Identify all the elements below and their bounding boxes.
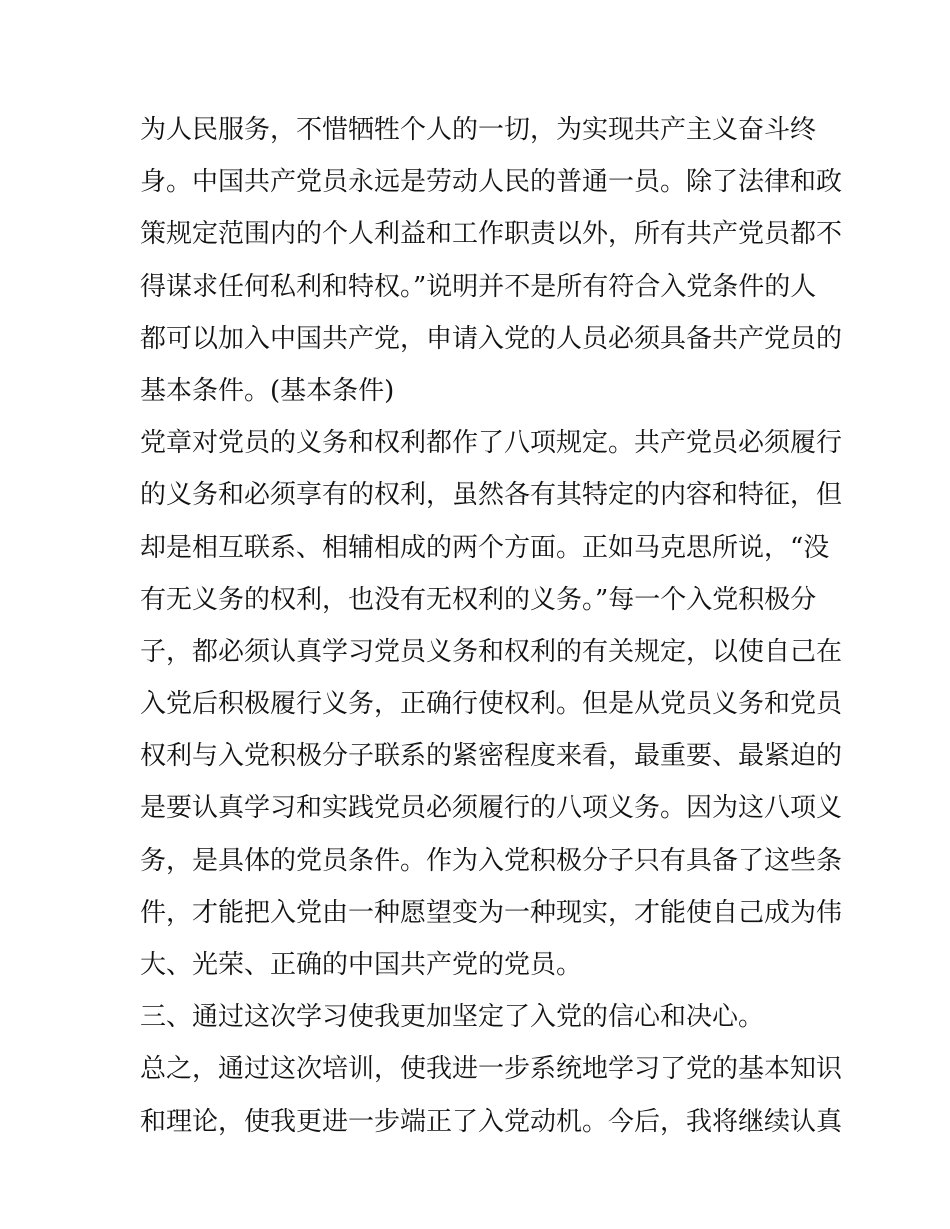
text-line: 大、光荣、正确的中国共产党的党员。 — [140, 950, 583, 980]
text-line: 策规定范围内的个人利益和工作职责以外，所有共产党员都不 — [140, 219, 843, 250]
text-line: 为人民服务，不惜牺牲个人的一切，为实现共产主义奋斗终 — [140, 115, 817, 145]
text-line: 权利与入党积极分子联系的紧密程度来看，最重要、最紧迫的 — [140, 741, 843, 772]
text-line: 身。中国共产党员永远是劳动人民的普通一员。除了法律和政 — [140, 167, 843, 198]
text-line: 和理论，使我更进一步端正了入党动机。今后，我将继续认真 — [140, 1106, 843, 1137]
text-line: 有无义务的权利，也没有无权利的义务。”每一个入党积极分 — [140, 584, 817, 615]
text-line: 务，是具体的党员条件。作为入党积极分子只有具备了这些条 — [140, 845, 843, 876]
text-line: 都可以加入中国共产党，申请入党的人员必须具备共产党员的 — [140, 323, 843, 354]
text-line: 的义务和必须享有的权利，虽然各有其特定的内容和特征，但 — [140, 480, 843, 511]
text-line: 总之，通过这次培训，使我进一步系统地学习了党的基本知识 — [140, 1054, 843, 1085]
section-heading: 三、通过这次学习使我更加坚定了入党的信心和决心。 — [140, 1002, 765, 1033]
text-line: 基本条件。(基本条件) — [140, 375, 395, 406]
body-text — [140, 104, 843, 1148]
text-line: 子，都必须认真学习党员义务和权利的有关规定，以使自己在 — [140, 636, 843, 667]
text-line: 件，才能把入党由一种愿望变为一种现实，才能使自己成为伟 — [140, 897, 843, 928]
text-line: 党章对党员的义务和权利都作了八项规定。共产党员必须履行 — [140, 428, 843, 459]
text-line: 入党后积极履行义务，正确行使权利。但是从党员义务和党员 — [140, 689, 843, 720]
text-line: 却是相互联系、相辅相成的两个方面。正如马克思所说，“没 — [140, 532, 830, 563]
text-line: 得谋求任何私利和特权。”说明并不是所有符合入党条件的人 — [140, 271, 817, 302]
text-line: 是要认真学习和实践党员必须履行的八项义务。因为这八项义 — [140, 793, 843, 824]
